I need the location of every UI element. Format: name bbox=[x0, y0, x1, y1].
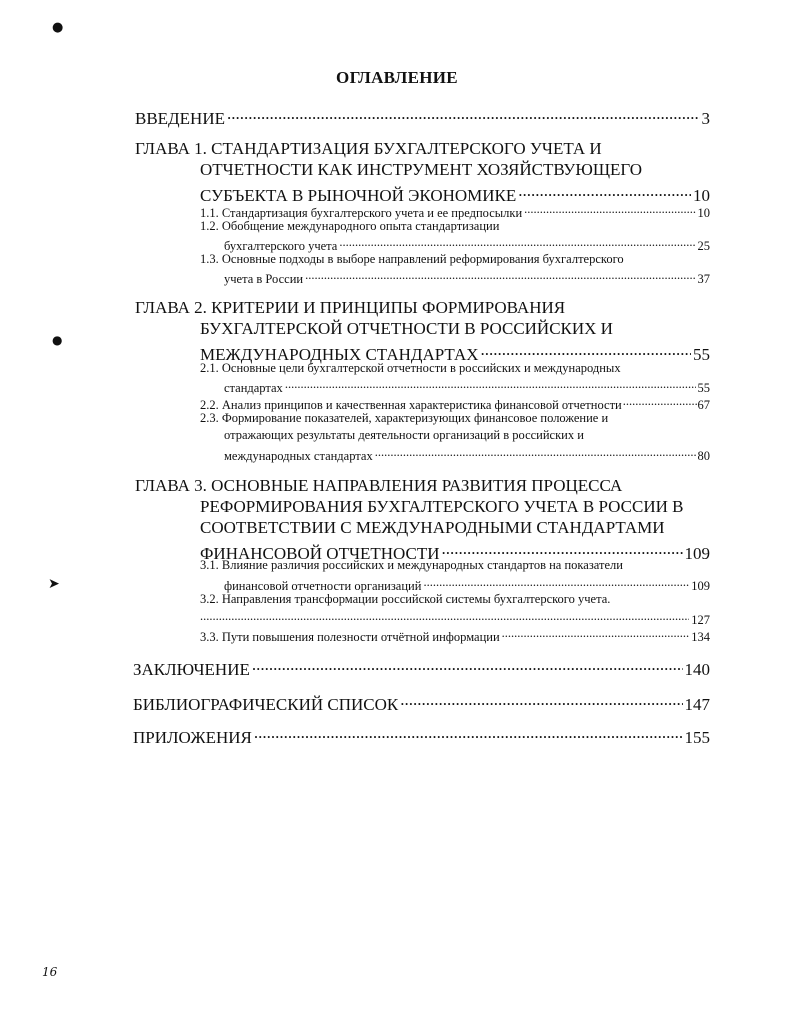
toc-section-1-3[interactable] bbox=[224, 267, 710, 287]
toc-section-3-2-line-1[interactable]: 3.2. Направления трансформации российской системы бухгалтерского учета. bbox=[200, 592, 611, 606]
toc-entry-label: МЕЖДУНАРОДНЫХ СТАНДАРТАХ bbox=[200, 345, 479, 364]
toc-entry-label: стандартах bbox=[224, 381, 283, 395]
toc-page-number: 67 bbox=[697, 398, 710, 412]
toc-page-number: 127 bbox=[691, 613, 710, 627]
leader-dots bbox=[285, 376, 696, 392]
leader-dots bbox=[518, 180, 691, 201]
toc-entry-label: учета в России bbox=[224, 272, 304, 286]
scan-arrow-mark: ➤ bbox=[48, 576, 60, 592]
toc-page-number: 3 bbox=[701, 109, 710, 128]
leader-dots bbox=[305, 267, 695, 283]
leader-dots bbox=[400, 689, 682, 710]
toc-chapter-3-title-line-1[interactable]: ГЛАВА 3. ОСНОВНЫЕ НАПРАВЛЕНИЯ РАЗВИТИЯ ПРОЦЕССА bbox=[135, 476, 623, 495]
toc-entry-label: 2.2. Анализ принципов и качественная характеристика финансовой отчетности bbox=[200, 398, 622, 412]
toc-page-number: 109 bbox=[691, 579, 710, 593]
toc-page-number: 37 bbox=[697, 272, 710, 286]
toc-chapter-2-title-line-1[interactable]: ГЛАВА 2. КРИТЕРИИ И ПРИНЦИПЫ ФОРМИРОВАНИЯ bbox=[135, 298, 566, 317]
leader-dots bbox=[339, 234, 695, 250]
toc-entry-label: БИБЛИОГРАФИЧЕСКИЙ СПИСОК bbox=[133, 695, 399, 714]
toc-page-number: 25 bbox=[697, 239, 710, 253]
toc-page-number: 109 bbox=[684, 544, 710, 563]
leader-dots bbox=[375, 444, 696, 460]
toc-entry-label: ФИНАНСОВОЙ ОТЧЕТНОСТИ bbox=[200, 544, 440, 563]
toc-entry-bibliography[interactable] bbox=[133, 689, 710, 715]
toc-chapter-2-title-line-2[interactable]: БУХГАЛТЕРСКОЙ ОТЧЕТНОСТИ В РОССИЙСКИХ И bbox=[200, 319, 613, 338]
toc-entry-label: СУБЪЕКТА В РЫНОЧНОЙ ЭКОНОМИКЕ bbox=[200, 186, 517, 205]
toc-page-number: 55 bbox=[697, 381, 710, 395]
toc-entry-conclusion[interactable] bbox=[133, 654, 710, 680]
toc-entry-intro[interactable] bbox=[135, 103, 710, 129]
margin-handwritten-number: 16 bbox=[42, 965, 58, 979]
toc-page-number: 80 bbox=[697, 449, 710, 463]
toc-entry-label: бухгалтерского учета bbox=[224, 239, 338, 253]
scan-blot-top-left: ● bbox=[52, 20, 64, 35]
toc-entry-label: финансовой отчетности организаций bbox=[224, 579, 422, 593]
toc-section-2-3-line-1[interactable]: 2.3. Формирование показателей, характеризующих финансовое положение и bbox=[200, 411, 609, 425]
toc-page-number: 10 bbox=[697, 206, 710, 220]
toc-section-2-3[interactable] bbox=[224, 444, 710, 464]
leader-dots bbox=[200, 608, 689, 624]
leader-dots bbox=[442, 538, 683, 559]
toc-page-number: 147 bbox=[684, 695, 710, 714]
toc-entry-label: ПРИЛОЖЕНИЯ bbox=[133, 728, 252, 747]
toc-section-3-3[interactable] bbox=[200, 625, 710, 645]
toc-section-2-3-line-2[interactable]: отражающих результаты деятельности организаций в российских и bbox=[224, 428, 584, 442]
toc-entry-label: 1.1. Стандартизация бухгалтерского учета и ее предпосылки bbox=[200, 206, 523, 220]
leader-dots bbox=[502, 625, 690, 641]
toc-section-1-3-line-1[interactable]: 1.3. Основные подходы в выборе направлений реформирования бухгалтерского bbox=[200, 252, 624, 266]
toc-page-number: 140 bbox=[684, 660, 710, 679]
toc-chapter-1-title-line-2[interactable]: ОТЧЕТНОСТИ КАК ИНСТРУМЕНТ ХОЗЯЙСТВУЮЩЕГО bbox=[200, 160, 643, 179]
toc-page-number: 10 bbox=[693, 186, 710, 205]
toc-page-number: 55 bbox=[693, 345, 710, 364]
leader-dots bbox=[481, 339, 692, 360]
toc-entry-label: международных стандартах bbox=[224, 449, 373, 463]
leader-dots bbox=[623, 393, 697, 409]
toc-entry-label: ВВЕДЕНИЕ bbox=[135, 109, 225, 128]
leader-dots bbox=[252, 654, 683, 675]
toc-section-2-1-line-1[interactable]: 2.1. Основные цели бухгалтерской отчетности в российских и международных bbox=[200, 361, 621, 375]
toc-chapter-3-title-line-3[interactable]: СООТВЕТСТВИИ С МЕЖДУНАРОДНЫМИ СТАНДАРТАМИ bbox=[200, 518, 665, 537]
leader-dots bbox=[423, 574, 689, 590]
leader-dots bbox=[524, 201, 695, 217]
toc-page-number: 155 bbox=[684, 728, 710, 747]
leader-dots bbox=[227, 103, 700, 124]
toc-section-1-2-line-1[interactable]: 1.2. Обобщение международного опыта стандартизации bbox=[200, 219, 500, 233]
toc-chapter-1-title-line-1[interactable]: ГЛАВА 1. СТАНДАРТИЗАЦИЯ БУХГАЛТЕРСКОГО УЧЕТА И bbox=[135, 139, 602, 158]
toc-entry-label: 3.3. Пути повышения полезности отчётной информации bbox=[200, 630, 500, 644]
toc-page-number: 134 bbox=[691, 630, 710, 644]
toc-entry-appendix[interactable] bbox=[133, 722, 710, 748]
toc-section-3-1-line-1[interactable]: 3.1. Влияние различия российских и международных стандартов на показатели bbox=[200, 558, 623, 572]
scan-blot-middle-left: ● bbox=[52, 333, 63, 347]
leader-dots bbox=[254, 722, 683, 743]
toc-entry-label: ЗАКЛЮЧЕНИЕ bbox=[133, 660, 250, 679]
toc-chapter-3-title-line-2[interactable]: РЕФОРМИРОВАНИЯ БУХГАЛТЕРСКОГО УЧЕТА В РОССИИ В bbox=[200, 497, 684, 516]
page-title: ОГЛАВЛЕНИЕ bbox=[336, 68, 458, 87]
